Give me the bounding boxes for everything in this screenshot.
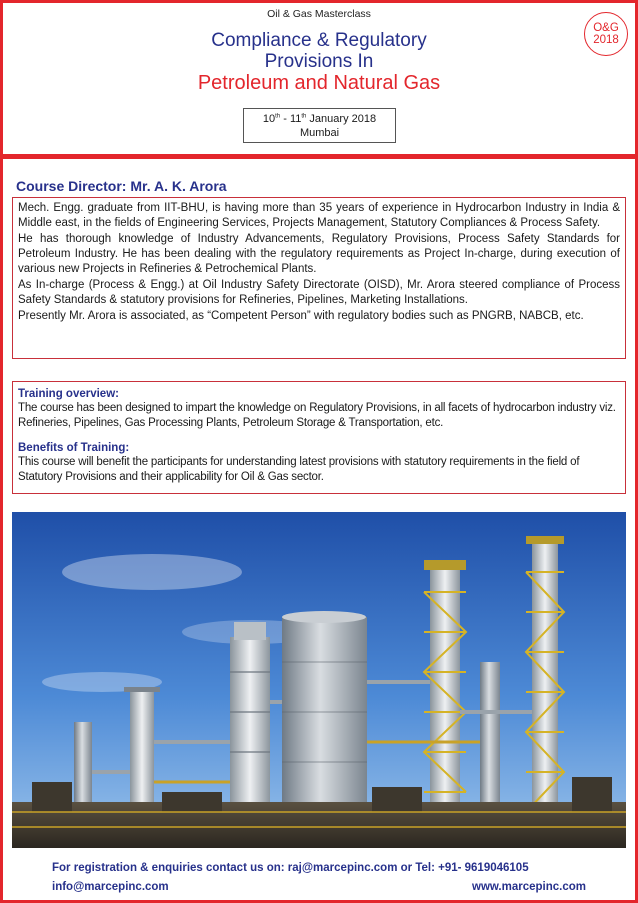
bio-paragraph-3: As In-charge (Process & Engg.) at Oil Industry Safety Directorate (OISD), Mr. Arora steered compliance of Process Safety Standards & statutory provisions for Refineries, Pipelines, Marketing Installations. <box>18 279 620 306</box>
title-line-1: Compliance & Regulatory <box>211 30 427 51</box>
training-overview-text: The course has been designed to impart the knowledge on Regulatory Provisions, in all facets of hydrocarbon industry viz. Refineries, Pipelines, Gas Processing Plants, Petroleum Storage & Transportation, etc. <box>18 402 616 429</box>
director-bio-box <box>12 197 626 359</box>
date-end-day: 11 <box>289 113 302 125</box>
event-location: Mumbai <box>299 127 340 139</box>
og-2018-badge <box>584 12 628 56</box>
header-divider <box>0 154 638 159</box>
contact-email-link[interactable]: info@marcepinc.com <box>52 881 169 893</box>
training-overview-heading: Training overview: <box>18 388 119 400</box>
date-start-suffix: th <box>275 113 281 120</box>
date-separator: - <box>280 113 290 125</box>
date-start-day: 10 <box>262 113 276 125</box>
bio-paragraph-4: Presently Mr. Arora is associated, as “Competent Person” with regulatory bodies such as PNGRB, NABCB, etc. <box>18 310 584 322</box>
benefits-heading: Benefits of Training: <box>18 442 130 454</box>
badge-line-2: 2018 <box>593 34 619 46</box>
title-line-2: Provisions In <box>264 51 374 72</box>
event-dates <box>244 112 395 126</box>
registration-contact-line: For registration & enquiries contact us on: raj@marcepinc.com or Tel: +91- 9619046105 <box>52 862 529 874</box>
benefits-text: This course will benefit the participants for understanding latest provisions with statutory requirements in the field of Statutory Provisions and their applicability for Oil & Gas sector. <box>18 456 580 483</box>
series-label: Oil & Gas Masterclass <box>267 8 371 20</box>
date-end-suffix: th <box>301 113 307 120</box>
training-info-box <box>12 381 626 494</box>
course-director-heading: Course Director: Mr. A. K. Arora <box>16 178 227 194</box>
badge-line-1: O&G <box>593 22 619 34</box>
title-line-3: Petroleum and Natural Gas <box>197 72 441 94</box>
refinery-photo <box>12 512 626 848</box>
date-rest: January 2018 <box>306 113 377 125</box>
bio-paragraph-1: Mech. Engg. graduate from IIT-BHU, is having more than 35 years of experience in Hydrocarbon Industry in India & Middle east, in the fields of Engineering Services, Projects Management, Statutory Compliances & Process Safety. <box>18 202 620 229</box>
bio-paragraph-2: He has thorough knowledge of Industry Advancements, Regulatory Provisions, Process Safety Standards for Petroleum Industry. He has been dealing with the regulatory requirements as Project In-charge, during execution of various new Projects in Refineries & Petrochemical Plants. <box>18 233 620 275</box>
date-location-box <box>243 108 396 143</box>
website-link[interactable]: www.marcepinc.com <box>472 881 586 893</box>
